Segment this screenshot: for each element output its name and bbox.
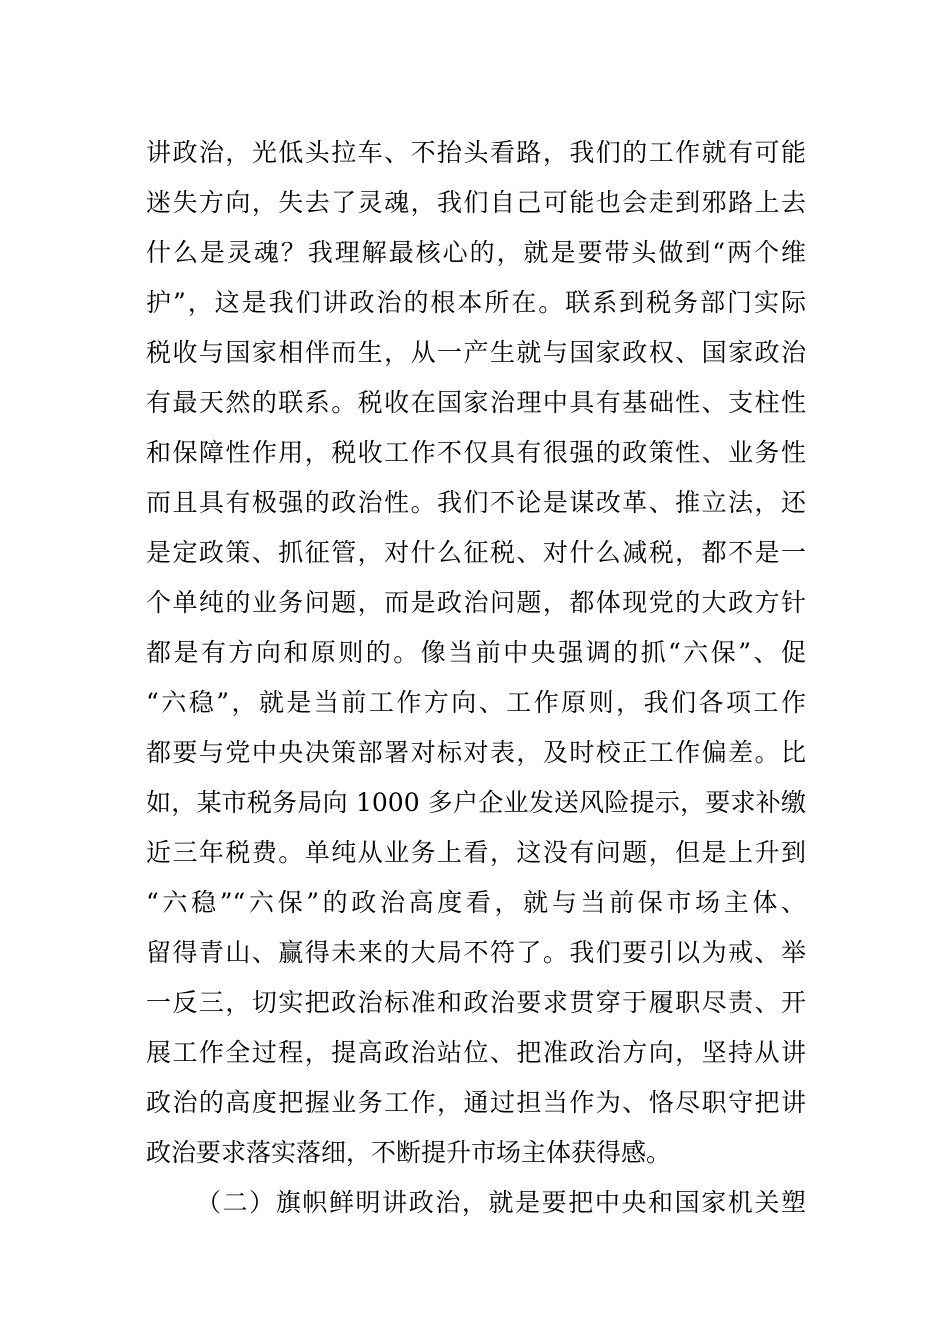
text-line-6: 有最天然的联系。税收在国家治理中具有基础性、支柱性 — [146, 388, 806, 417]
text-line-16: “六稳”“六保”的政治高度看，就与当前保市场主体、 — [146, 888, 806, 917]
text-line-18: 一反三，切实把政治标准和政治要求贯穿于履职尽责、开 — [146, 988, 806, 1017]
text-line-2: 迷失方向，失去了灵魂，我们自己可能也会走到邪路上去 — [146, 188, 806, 217]
text-line-11: 都是有方向和原则的。像当前中央强调的抓“六保”、促 — [146, 638, 806, 667]
text-line-9: 是定政策、抓征管，对什么征税、对什么减税，都不是一 — [146, 538, 806, 567]
text-line-17: 留得青山、赢得未来的大局不符了。我们要引以为戒、举 — [146, 938, 806, 967]
text-line-10: 个单纯的业务问题，而是政治问题，都体现党的大政方针 — [146, 588, 806, 617]
text-line-12: “六稳”，就是当前工作方向、工作原则，我们各项工作 — [146, 688, 806, 717]
text-line-7: 和保障性作用，税收工作不仅具有很强的政策性、业务性 — [146, 438, 806, 467]
text-line-21: 政治要求落实落细，不断提升市场主体获得感。 — [146, 1138, 672, 1167]
text-line-3: 什么是灵魂？我理解最核心的，就是要带头做到“两个维 — [146, 238, 806, 267]
text-line-20: 政治的高度把握业务工作，通过担当作为、恪尽职守把讲 — [146, 1088, 806, 1117]
text-line-8: 而且具有极强的政治性。我们不论是谋改革、推立法，还 — [146, 488, 806, 517]
text-line-15: 近三年税费。单纯从业务上看，这没有问题，但是上升到 — [146, 838, 806, 867]
text-line-14: 如，某市税务局向 1000 多户企业发送风险提示，要求补缴 — [146, 788, 806, 817]
text-line-5: 税收与国家相伴而生，从一产生就与国家政权、国家政治 — [146, 338, 806, 367]
text-line-13: 都要与党中央决策部署对标对表，及时校正工作偏差。比 — [146, 738, 806, 767]
text-line-4: 护”，这是我们讲政治的根本所在。联系到税务部门实际 — [146, 288, 806, 317]
text-line-19: 展工作全过程，提高政治站位、把准政治方向，坚持从讲 — [146, 1038, 806, 1067]
section-heading-line: （二）旗帜鲜明讲政治，就是要把中央和国家机关塑 — [196, 1188, 806, 1217]
text-line-1: 讲政治，光低头拉车、不抬头看路，我们的工作就有可能 — [146, 138, 806, 167]
